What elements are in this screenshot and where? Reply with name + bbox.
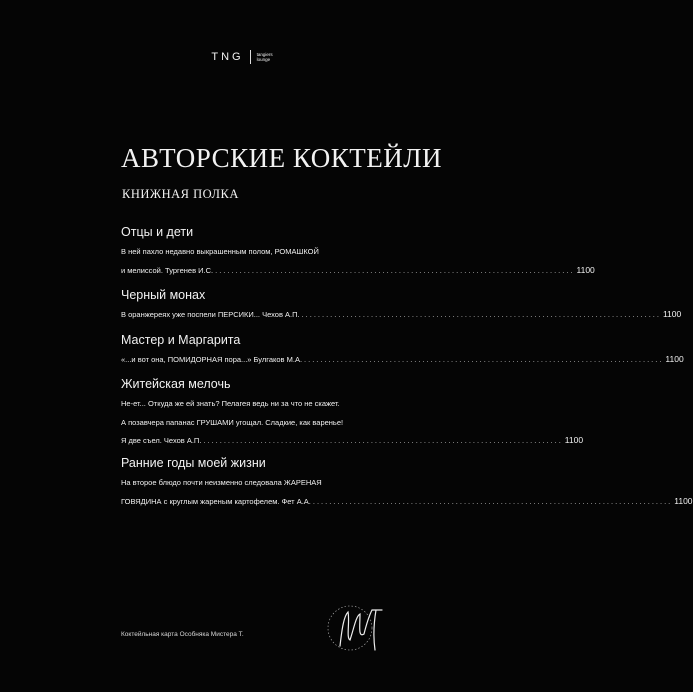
item-description-line: «...и вот она, ПОМИДОРНАЯ пора...» Булгаков М.А. ........................................................................................ 1100 — [121, 353, 417, 372]
dot-leader: ........................................................................................ — [304, 355, 664, 364]
item-price: 1100 — [564, 435, 584, 445]
brand-logo — [0, 50, 496, 64]
dot-leader: ........................................................................................ — [203, 436, 563, 445]
item-name: Черный монах — [121, 288, 206, 302]
item-description-line: На второе блюдо почти неизменно следовала ЖАРЕНАЯ — [121, 478, 322, 487]
item-description-line: А позавчера папанас ГРУШАМИ угощал. Сладкие, как варенье! — [121, 417, 344, 427]
menu-title: АВТОРСКИЕ КОКТЕЙЛИ — [121, 143, 443, 173]
dot-leader: ........................................................................................ — [301, 310, 661, 319]
logo-sub-line2: lounge — [256, 57, 271, 62]
item-description-line: В ней пахло недавно выкрашенным полом, РОМАШКОЙ — [121, 247, 319, 256]
dot-leader: ........................................................................................ — [215, 265, 575, 275]
item-price: 1100 — [576, 264, 595, 275]
item-price: 1100 — [674, 495, 693, 506]
item-description-line: Не-ет... Откуда же ей знать? Пелагея ведь ни за что не скажет. — [121, 399, 340, 408]
menu-item — [121, 288, 682, 327]
signature-stamp-icon — [320, 598, 400, 658]
item-name: Отцы и дети — [121, 225, 194, 239]
logo-mark: TNG — [211, 51, 244, 63]
menu-subtitle: КНИЖНАЯ ПОЛКА — [122, 187, 239, 201]
menu-item — [121, 377, 584, 453]
item-price: 1100 — [662, 309, 682, 319]
item-description-line: ГОВЯДИНА с круглым жареным картофелем. Фет А.А. ........................................................................................ 1100 — [121, 495, 417, 514]
item-name: Ранние годы моей жизни — [121, 456, 266, 470]
footer-caption: Коктейльная карта Особняка Мистера Т. — [121, 631, 244, 638]
item-name: Житейская мелочь — [121, 377, 231, 391]
logo-sub-line1: tangiers — [256, 52, 273, 57]
item-price: 1100 — [665, 354, 684, 364]
dot-leader: ........................................................................................ — [312, 496, 673, 506]
item-description-line: и мелиссой. Тургенев И.С. ........................................................................................ 1100 — [121, 264, 417, 283]
menu-item — [121, 333, 684, 372]
item-description-line: В оранжереях уже поспели ПЕРСИКИ... Чехов А.П. ........................................................................................ 1100 — [121, 308, 417, 327]
menu-item — [121, 225, 595, 282]
logo-divider — [250, 50, 251, 64]
item-description-line: Я две съел. Чехов А.П. ........................................................................................ 1100 — [121, 434, 417, 453]
logo-subtitle — [257, 52, 285, 62]
item-name: Мастер и Маргарита — [121, 333, 241, 347]
menu-item — [121, 456, 693, 513]
